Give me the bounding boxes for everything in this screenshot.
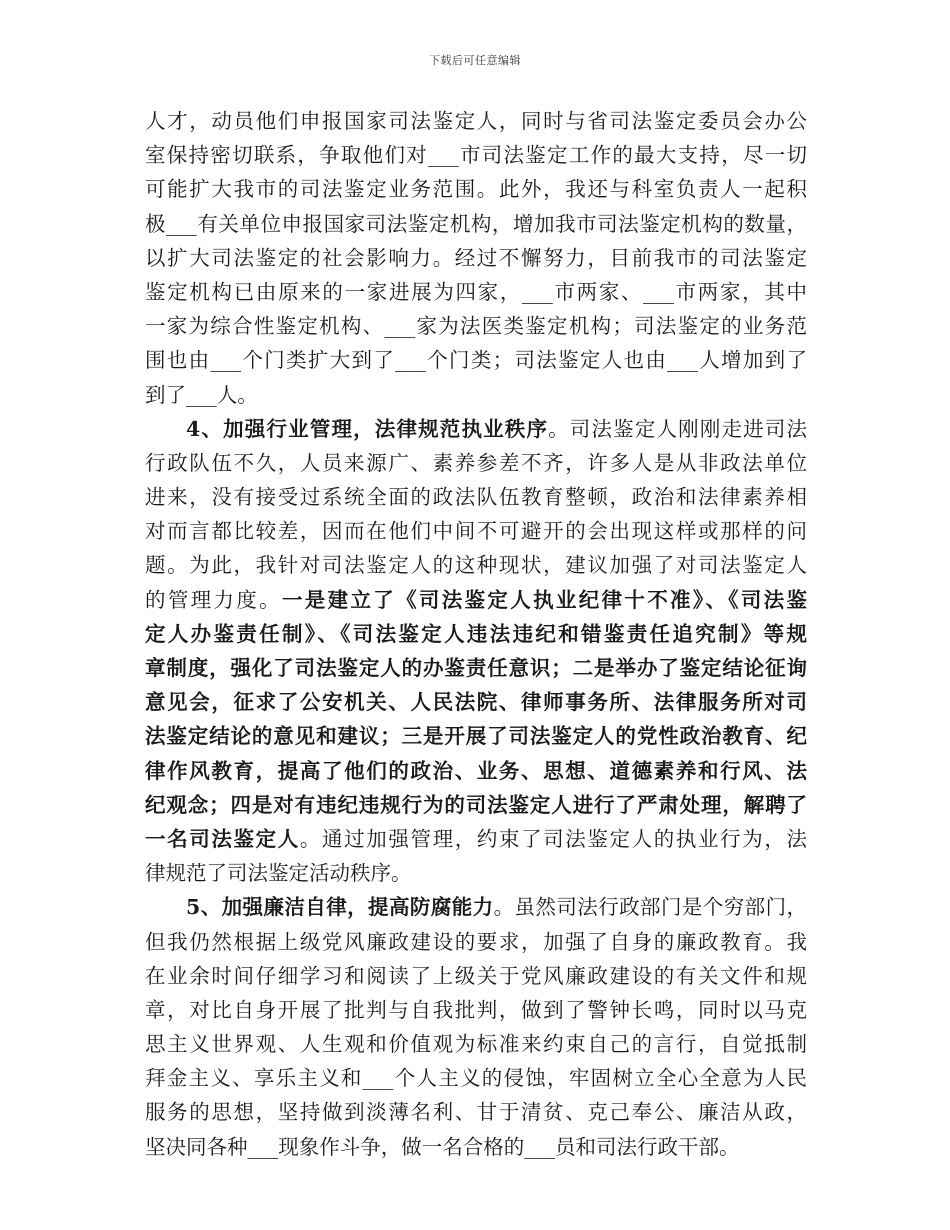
text-line: 章，对比自身开展了批判与自我批判，做到了警钟长鸣，同时以马克	[145, 997, 807, 1022]
text-line: 进来，没有接受过系统全面的政法队伍教育整顿，政治和法律素养相	[145, 485, 807, 510]
text-line: 行政队伍不久，人员来源广、素养参差不齐，许多人是从非政法单位	[145, 450, 807, 475]
text-line: 人才，动员他们申报国家司法鉴定人，同时与省司法鉴定委员会办公	[145, 109, 807, 133]
text-line: 坚决同各种___现象作斗争，做一名合格的___员和司法行政干部。	[145, 1134, 740, 1159]
text-line: 拜金主义、享乐主义和___个人主义的侵蚀，牢固树立全心全意为人民	[145, 1066, 807, 1091]
document-body	[145, 104, 807, 1164]
bold-heading: 4、加强行业管理，法律规范执业秩序	[186, 416, 549, 441]
text-line: 以扩大司法鉴定的社会影响力。经过不懈努力，目前我市的司法鉴定	[145, 245, 807, 270]
text-line: 围也由___个门类扩大到了___个门类；司法鉴定人也由___人增加到了	[145, 348, 807, 373]
bold-text: 一是建立了《司法鉴定人执业纪律十不准》、《司法鉴	[281, 587, 808, 612]
text-line: 意见会，征求了公安机关、人民法院、律师事务所、法律服务所对司	[145, 690, 807, 715]
text-line: 纪观念；四是对有违纪违规行为的司法鉴定人进行了严肃处理，解聘了	[145, 792, 807, 817]
text-line: 室保持密切联系，争取他们对___市司法鉴定工作的最大支持，尽一切	[145, 143, 807, 168]
text-line: 但我仍然根据上级党风廉政建设的要求，加强了自身的廉政教育。我	[145, 929, 807, 954]
text-line: 法鉴定结论的意见和建议；三是开展了司法鉴定人的党性政治教育、纪	[145, 724, 807, 749]
text-line: 律作风教育，提高了他们的政治、业务、思想、道德素养和行风、法	[145, 758, 807, 783]
text-line: 律规范了司法鉴定活动秩序。	[145, 861, 412, 886]
text-line: 到了___人。	[145, 382, 258, 407]
page-header: 下载后可任意编辑	[429, 54, 521, 67]
text-line	[145, 822, 807, 856]
text-line: 可能扩大我市的司法鉴定业务范围。此外，我还与科室负责人一起积	[145, 177, 807, 202]
text-line: 对而言都比较差，因而在他们中间不可避开的会出现这样或那样的问	[145, 519, 807, 544]
text-line	[145, 412, 807, 446]
text-line: 一家为综合性鉴定机构、___家为法医类鉴定机构；司法鉴定的业务范	[145, 314, 807, 339]
text-line: 题。为此，我针对司法鉴定人的这种现状，建议加强了对司法鉴定人	[145, 553, 807, 578]
bold-heading: 一名司法鉴定人	[145, 826, 300, 851]
text-line: 服务的思想，坚持做到淡薄名利、甘于清贫、克己奉公、廉洁从政，	[145, 1100, 807, 1125]
text-line	[145, 583, 807, 617]
text-line: 极___有关单位申报国家司法鉴定机构，增加我市司法鉴定机构的数量，	[145, 211, 807, 236]
text-line: 在业余时间仔细学习和阅读了上级关于党风廉政建设的有关文件和规	[145, 963, 807, 988]
line-text: 的管理力度。	[145, 587, 282, 612]
text-line: 定人办鉴责任制》、《司法鉴定人违法违纪和错鉴责任追究制》等规	[145, 621, 807, 646]
text-line: 鉴定机构已由原来的一家进展为四家，___市两家、___市两家，其中	[145, 279, 807, 304]
text-line: 思主义世界观、人生观和价值观为标准来约束自己的言行，自觉抵制	[145, 1032, 807, 1057]
line-text: 。通过加强管理，约束了司法鉴定人的执业行为，法	[299, 826, 808, 851]
text-line	[145, 890, 807, 924]
bold-heading: 5、加强廉洁自律，提高防腐能力	[186, 895, 494, 920]
line-text: 。司法鉴定人刚刚走进司法	[548, 416, 807, 441]
line-text: 。虽然司法行政部门是个穷部门，	[493, 895, 807, 920]
text-line: 章制度，强化了司法鉴定人的办鉴责任意识；二是举办了鉴定结论征询	[145, 656, 807, 680]
